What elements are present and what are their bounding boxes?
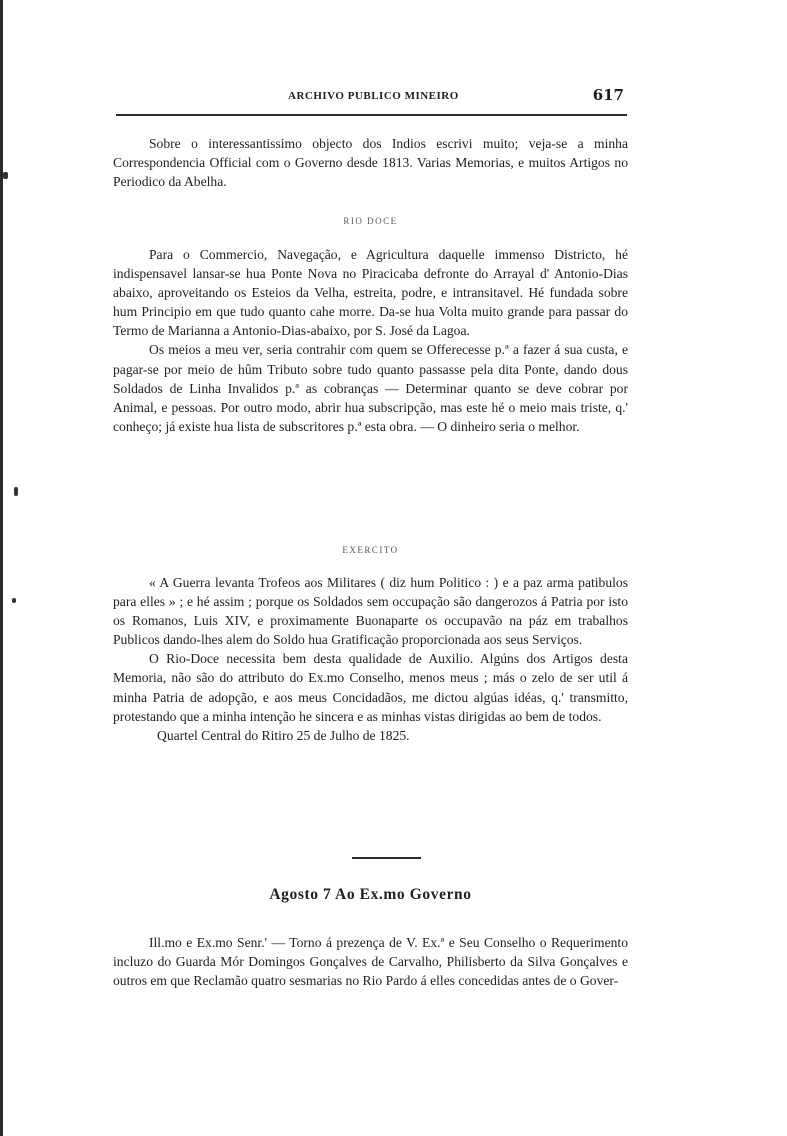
page-number: 617 <box>592 86 624 104</box>
letter-paragraph: Ill.mo e Ex.mo Senr.' — Torno á prezença de V. Ex.ª e Seu Conselho o Requerimento incluzo do Guarda Mór Domingos Gonçalves de Carvalho, Philisberto da Silva Gonçalves e outros em que Reclamão quatro sesmarias no Rio Pardo á elles concedidas antes de o Gover- <box>113 935 628 989</box>
intro-block <box>113 134 628 191</box>
letter-body <box>113 933 628 990</box>
intro-paragraph: Sobre o interessantissimo objecto dos Indios escrivi muito; veja-se a minha Correspondencia Official com o Governo desde 1813. Varias Memorias, e muitos Artigos no Periodico da Abelha. <box>113 136 628 190</box>
body-paragraph: Os meios a meu ver, seria contrahir com quem se Offerecesse p.ª a fazer á sua custa, e pagar-se por meio de hûm Tributo sobre tudo quanto passasse pela dita Ponte, dando dous Soldados de Linha Invalidos p.ª as cobranças — Determinar quanto se deve cobrar por Animal, e pessoas. Por outro modo, abrir hua subscripção, mas este hé o meio mais triste, q.' conheço; já existe hua lista de subscritores p.ª esta obra. — O dinheiro seria o melhor. <box>113 342 628 434</box>
margin-mark <box>12 598 16 603</box>
page-edge <box>0 0 3 1136</box>
body-paragraph: « A Guerra levanta Trofeos aos Militares ( diz hum Politico : ) e a paz arma patibulos para elles » ; e hé assim ; porque os Soldados sem occupação são dangerozos á Patria por isto os Romanos, Luis XIV, e proximamente Buonaparte os occupavão na páz em trabalhos Publicos dando-lhes alem do Soldo hua Gratificação proporcionada aos seus Serviços. <box>113 575 628 648</box>
section-heading-rio-doce: RIO DOCE <box>343 216 398 226</box>
journal-title: ARCHIVO PUBLICO MINEIRO <box>288 90 459 102</box>
margin-mark <box>14 487 18 496</box>
running-header <box>116 86 628 108</box>
rio-doce-body <box>113 245 628 436</box>
letter-heading: Agosto 7 Ao Ex.mo Governo <box>269 886 472 903</box>
section-heading-exercito: EXERCITO <box>342 545 399 555</box>
signature-line: Quartel Central do Ritiro 25 de Julho de 1825. <box>157 727 410 743</box>
section-divider <box>352 857 421 859</box>
body-paragraph: Para o Commercio, Navegação, e Agricultura daquelle immenso Districto, hé indispensavel lansar-se hua Ponte Nova no Piracicaba defronte do Arrayal d' Antonio-Dias abaixo, aproveitando os Esteios da Velha, estreita, podre, e intransitavel. Hé fundada sobre hum Principio em que tudo quanto cahe morre. Da-se hua Volta muito grande para passar do Termo de Marianna a Antonio-Dias-abaixo, por S. José da Lagoa. <box>113 247 628 339</box>
margin-mark <box>3 172 8 179</box>
header-rule <box>116 114 627 116</box>
exercito-body <box>113 573 628 745</box>
body-paragraph: O Rio-Doce necessita bem desta qualidade de Auxilio. Algúns dos Artigos desta Memoria, não são do attributo do Ex.mo Conselho, menos meus ; más o zelo de ser util á minha Patria de adopção, e aos meus Concidadãos, me dictou algúas idéas, q.' transmitto, protestando que a minha intenção he sincera e as minhas vistas dirigidas ao bem de todos. <box>113 651 628 724</box>
